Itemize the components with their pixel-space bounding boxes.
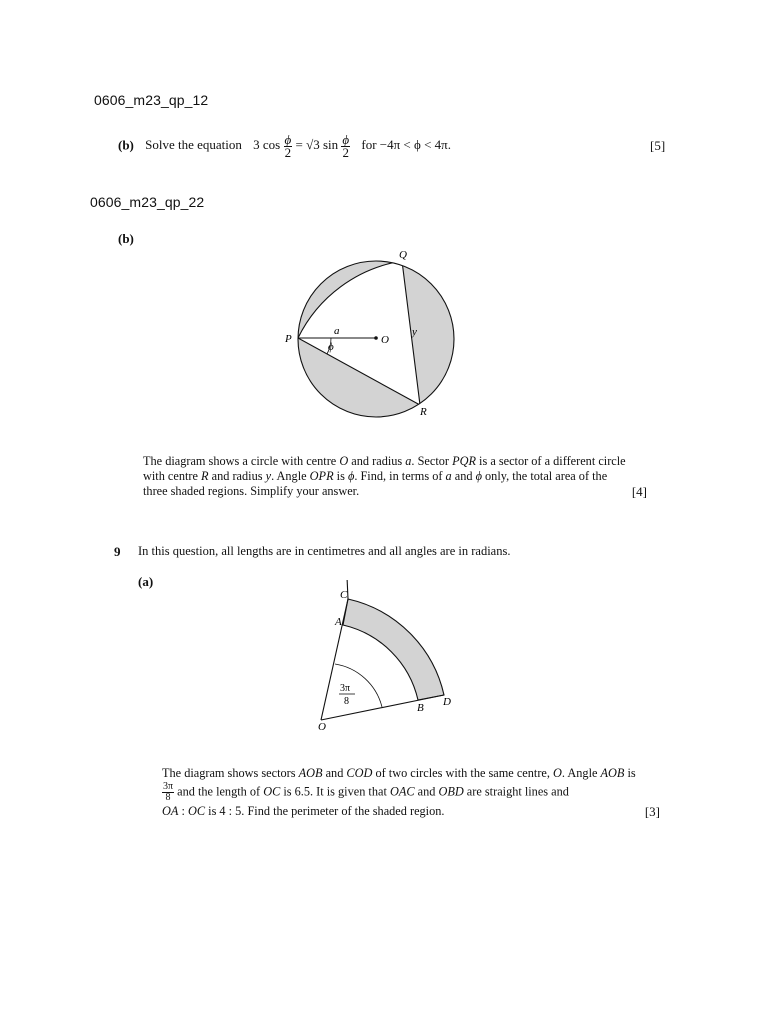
label-o-point: O: [318, 721, 326, 733]
part-label-2: (b): [118, 231, 134, 246]
circle-sector-diagram: [270, 240, 480, 425]
label-a-point: A: [335, 616, 342, 628]
q9-line-2: $\frac{3\pi}{8}$ and the length of OC is 6.5. It is given that OAC and OBD are straight lines and: [163, 781, 569, 803]
question-number-9: 9: [114, 544, 121, 559]
equation: 3 cos $\frac{\phi}{2}$ = √3 sin $\frac{\phi}{2}$ for −4π < ϕ < 4π.: [253, 132, 451, 160]
angle-num: 3π: [340, 683, 351, 694]
label-q: Q: [399, 249, 407, 261]
question-1b: [118, 134, 678, 164]
part-label: (b): [118, 137, 134, 153]
centre-point: [374, 336, 378, 340]
q9-line-3: OA : OC is 4 : 5. Find the perimeter of the shaded region. [3]: [162, 804, 660, 819]
angle-den: 8: [344, 696, 349, 707]
label-r: R: [420, 406, 427, 418]
q9-line-1: The diagram shows sectors AOB and COD of two circles with the same centre, O. Angle AOB is: [162, 766, 636, 780]
label-y: y: [412, 326, 417, 338]
marks-2: [4]: [631, 484, 647, 499]
q2-line-1: The diagram shows a circle with centre O and radius a. Sector PQR is a sector of a different circle: [143, 454, 626, 468]
label-p: P: [285, 333, 292, 345]
prompt-text: Solve the equation: [145, 137, 242, 153]
q2-line-2: with centre R and radius y. Angle OPR is ϕ. Find, in terms of a and ϕ only, the total area of the: [143, 469, 608, 483]
concentric-sectors-diagram: [305, 580, 465, 740]
marks-3: [3]: [644, 804, 660, 819]
question-9a-text: [162, 766, 660, 819]
label-o: O: [381, 334, 389, 346]
label-a: a: [334, 325, 340, 337]
label-b: B: [417, 702, 424, 714]
question-code-2: 0606_m23_qp_22: [90, 194, 205, 210]
shaded-annulus: [343, 599, 444, 700]
line-od: [321, 695, 444, 720]
question-code-1: 0606_m23_qp_12: [94, 92, 209, 108]
label-c: C: [340, 589, 348, 601]
label-d: D: [443, 696, 451, 708]
label-phi: ϕ: [328, 341, 334, 353]
question-9-intro: In this question, all lengths are in centimetres and all angles are in radians.: [138, 544, 511, 558]
marks-1: [5]: [650, 138, 666, 153]
part-label-9a: (a): [138, 574, 154, 589]
q2-line-3: three shaded regions. Simplify your answer. [4]: [143, 484, 647, 499]
question-2-text: [143, 454, 653, 499]
